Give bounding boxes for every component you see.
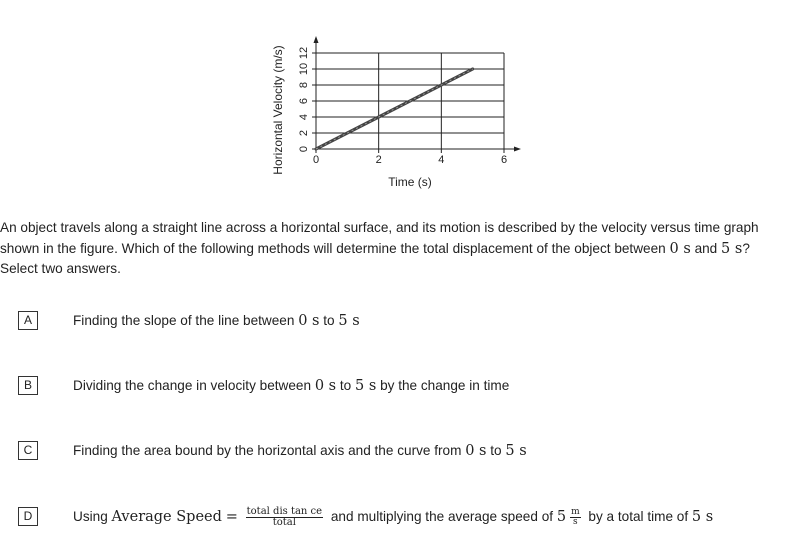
y-tick-label-6: 6 xyxy=(298,97,310,105)
question-line-2: shown in the figure. Which of the following methods will determine the total displacement of the object between 0 s and 5 s? xyxy=(0,240,750,257)
x-tick-label-0: 0 xyxy=(312,154,320,166)
option-a-letter[interactable]: A xyxy=(18,311,38,330)
x-axis-arrow xyxy=(514,147,521,152)
option-c-text[interactable]: Finding the area bound by the horizontal axis and the curve from 0 s to 5 s xyxy=(73,443,527,459)
x-tick-label-2: 2 xyxy=(375,154,382,166)
velocity-time-graph xyxy=(265,30,535,195)
option-d-letter[interactable]: D xyxy=(18,507,38,526)
x-tick-label-6: 6 xyxy=(500,154,508,166)
y-tick-label-12: 12 xyxy=(298,46,310,60)
option-c[interactable] xyxy=(0,441,790,463)
y-tick-label-2: 2 xyxy=(298,129,310,137)
y-tick-label-8: 8 xyxy=(298,81,310,89)
unit-fraction: $\frac{m}{s}$ xyxy=(571,507,580,527)
chart-marks xyxy=(316,69,473,149)
question-line-1: An object travels along a straight line across a horizontal surface, and its motion is described by the velocity versus time graph xyxy=(0,220,759,235)
option-c-letter[interactable]: C xyxy=(18,441,38,460)
y-axis-arrow xyxy=(314,36,319,43)
option-a-text[interactable]: Finding the slope of the line between 0 s to 5 s xyxy=(73,313,360,329)
option-d[interactable] xyxy=(0,507,790,529)
option-d-text[interactable]: Using Average Speed = $\frac{\text{total dis tan ce}}{\text{total}}$ and multiplying the average speed of 5 $\frac{m}{s}$ by a total time of 5 s xyxy=(73,506,714,528)
y-tick-label-0: 0 xyxy=(298,145,310,153)
x-axis-label: Time (s) xyxy=(388,175,432,189)
y-tick-label-10: 10 xyxy=(298,62,310,76)
option-b-text[interactable]: Dividing the change in velocity between 0 s to 5 s by the change in time xyxy=(73,378,510,394)
option-b[interactable] xyxy=(0,376,790,398)
option-a[interactable] xyxy=(0,311,790,333)
distance-over-time-fraction: $\frac{\text{total dis tan ce}}{\text{total}}$ xyxy=(246,506,323,528)
y-axis-label: Horizontal Velocity (m/s) xyxy=(271,45,285,175)
x-tick-label-4: 4 xyxy=(438,154,445,166)
y-tick-label-4: 4 xyxy=(298,113,310,121)
question-text xyxy=(0,218,790,280)
option-b-letter[interactable]: B xyxy=(18,376,38,395)
question-line-3: Select two answers. xyxy=(0,261,121,276)
